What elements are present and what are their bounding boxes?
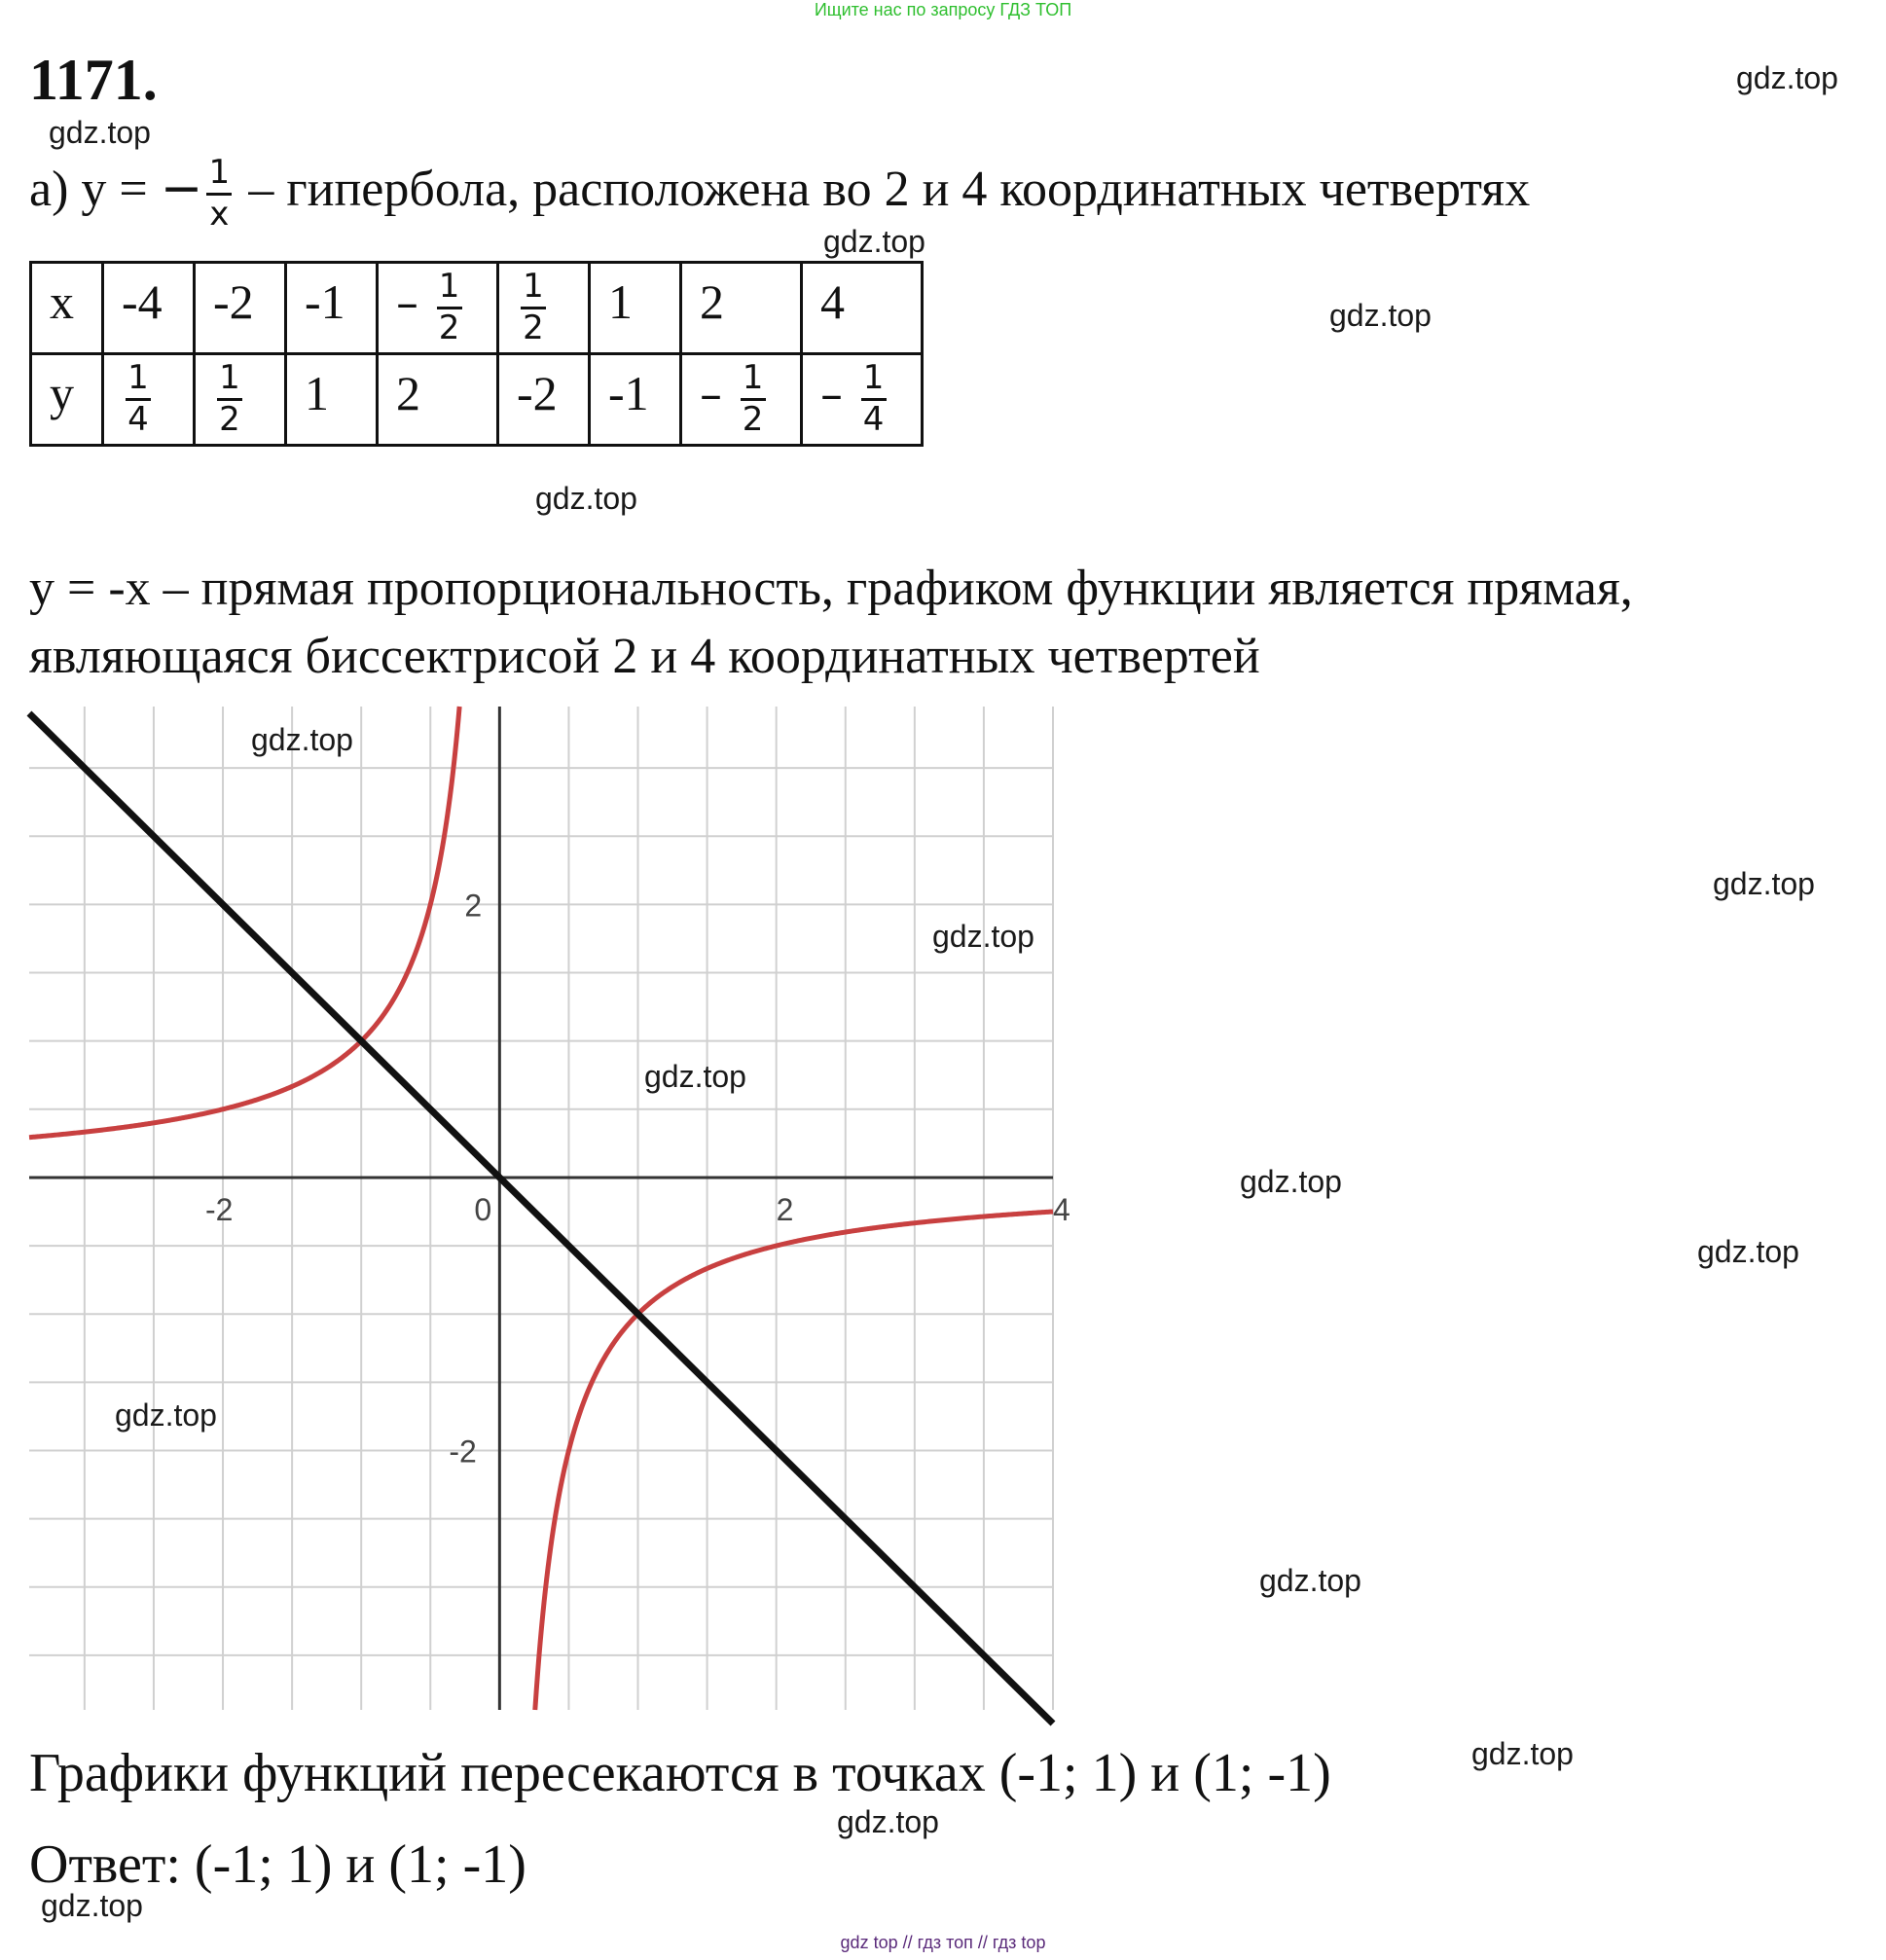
part-a-label: а) у = <box>29 162 161 218</box>
x-value-cell: 2 <box>681 263 802 354</box>
x-value-cell <box>378 263 498 354</box>
fraction: $\frac{1}{4}$ <box>126 361 151 437</box>
problem-number: 1171. <box>29 48 158 112</box>
watermark: gdz.top <box>644 1059 746 1094</box>
x-tick-label: -2 <box>205 1191 234 1227</box>
fraction-numerator: 1 <box>208 153 231 192</box>
minus-sign: – <box>396 276 433 329</box>
fraction: $\frac{1}{2}$ <box>437 270 462 345</box>
watermark: gdz.top <box>1259 1563 1361 1598</box>
y-value-cell: 2 <box>378 354 498 446</box>
watermark: gdz.top <box>1713 866 1815 901</box>
part-a-statement <box>29 153 1531 234</box>
y-value-cell <box>195 354 286 446</box>
x-value-cell: 1 <box>590 263 681 354</box>
fraction: $\frac{1}{4}$ <box>861 361 887 437</box>
values-table <box>29 261 924 447</box>
fraction-denominator: x <box>209 194 230 234</box>
y-header-cell: y <box>31 354 103 446</box>
x-tick-label: 0 <box>474 1191 492 1227</box>
minus-sign: – <box>700 368 737 420</box>
watermark: gdz.top <box>251 722 353 757</box>
search-banner: Ищите нас по запросу ГДЗ ТОП <box>814 0 1072 19</box>
watermark: gdz.top <box>1697 1234 1799 1269</box>
conclusion-text: Графики функций пересекаются в точках (-1; 1) и (1; -1) <box>29 1743 1331 1803</box>
y-tick-label: 2 <box>464 888 483 924</box>
x-value-cell: -2 <box>195 263 286 354</box>
x-header-cell: x <box>31 263 103 354</box>
x-value-cell: -4 <box>103 263 195 354</box>
y-value-cell: -1 <box>590 354 681 446</box>
answer-text: Ответ: (-1; 1) и (1; -1) <box>29 1834 526 1895</box>
watermark: gdz.top <box>823 224 925 259</box>
y-value-cell: -2 <box>498 354 590 446</box>
line-description-1: у = -x – прямая пропорциональность, графиком функции является прямая, <box>29 561 1633 616</box>
x-tick-label: 2 <box>776 1191 794 1227</box>
y-value-cell <box>802 354 923 446</box>
part-a-text: – гипербола, расположена во 2 и 4 координатных четвертях <box>236 162 1531 218</box>
function-graph <box>29 707 1070 1710</box>
watermark: gdz.top <box>41 1888 143 1923</box>
watermark: gdz.top <box>837 1804 939 1839</box>
watermark: gdz.top <box>535 481 637 516</box>
y-value-cell: 1 <box>286 354 378 446</box>
fraction-one-over-x <box>206 153 232 234</box>
x-value-cell: 4 <box>802 263 923 354</box>
fraction: $\frac{1}{2}$ <box>217 361 242 437</box>
watermark: gdz.top <box>1329 298 1432 333</box>
watermark: gdz.top <box>1736 60 1838 95</box>
footer-links: gdz top // гдз топ // гдз top <box>840 1933 1046 1952</box>
watermark: gdz.top <box>115 1397 217 1433</box>
x-tick-label: 4 <box>1053 1191 1070 1227</box>
minus-sign: − <box>160 160 203 219</box>
table-row-y <box>31 354 923 446</box>
line-y-minus-x <box>29 713 1053 1724</box>
fraction: $\frac{1}{2}$ <box>741 361 766 437</box>
y-tick-label: -2 <box>449 1434 477 1470</box>
y-value-cell <box>103 354 195 446</box>
watermark: gdz.top <box>932 919 1034 954</box>
line-description-2: являющаяся биссектрисой 2 и 4 координатных четвертей <box>29 629 1260 684</box>
minus-sign: – <box>820 368 857 420</box>
y-value-cell <box>681 354 802 446</box>
watermark: gdz.top <box>1471 1736 1574 1771</box>
x-value-cell: -1 <box>286 263 378 354</box>
line-description <box>29 555 1859 691</box>
watermark: gdz.top <box>49 115 151 150</box>
table-row-x <box>31 263 923 354</box>
x-value-cell <box>498 263 590 354</box>
watermark: gdz.top <box>1240 1164 1342 1199</box>
fraction: $\frac{1}{2}$ <box>521 270 546 345</box>
